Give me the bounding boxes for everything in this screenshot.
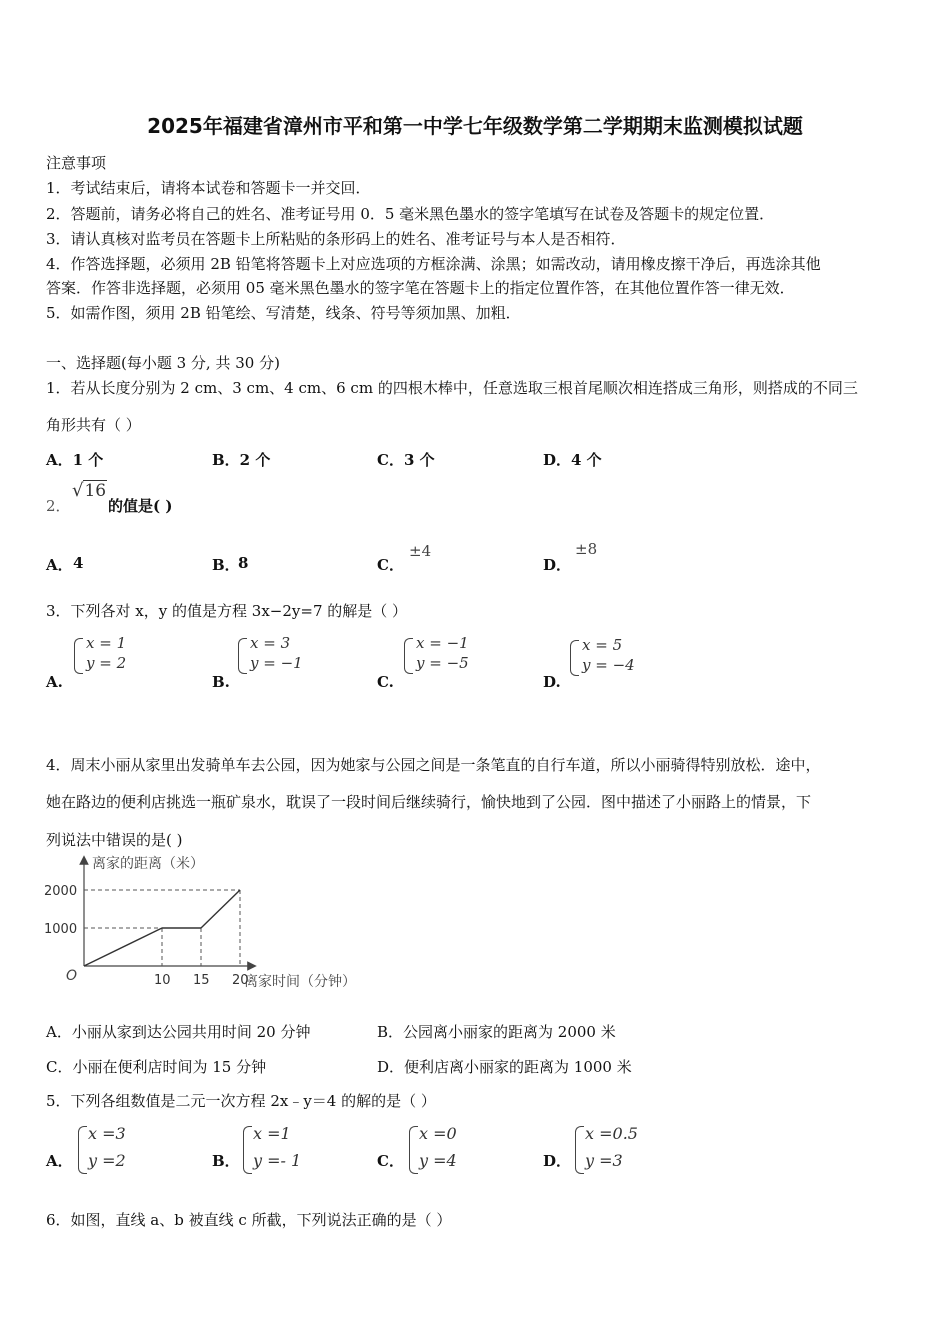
q1-option-b[interactable]: B．2 个 [212,451,271,469]
q3-option-c-label[interactable]: C. [377,673,394,691]
q5-option-b-label[interactable]: B． [212,1152,240,1170]
q2-option-a-value: 4 [73,554,84,572]
x-tick-label: 15 [193,973,210,988]
question-4-stem-cont: 列说法中错误的是( ) [46,831,183,849]
q1-option-c[interactable]: C．3 个 [377,451,435,469]
y-tick-label: 1000 [44,922,78,937]
question-6-stem: 6．如图，直线 a、b 被直线 c 所截，下列说法正确的是（ ） [46,1211,452,1229]
origin-label: O [66,968,78,984]
notice-item: 4．作答选择题，必须用 2B 铅笔将答题卡上对应选项的方框涂满、涂黑；如需改动，请用橡皮擦干净后，再选涂其他 [46,255,821,273]
q5-option-c-system: x =0 y =4 [407,1124,497,1176]
q4-option-d[interactable]: D．便利店离小丽家的距离为 1000 米 [377,1058,632,1076]
x-axis-label: 离家时间（分钟） [244,974,356,990]
q2-option-a-label[interactable]: A． [46,556,73,574]
q2-option-b-value: 8 [238,554,249,572]
question-2-stem: 的值是( ) [108,497,173,515]
q3-option-d-system: x = 5 y = −4 [568,636,648,680]
q1-option-d[interactable]: D．4 个 [543,451,602,469]
q2-option-c-label[interactable]: C． [377,556,404,574]
notice-item: 答案．作答非选择题，必须用 05 毫米黑色墨水的签字笔在答题卡上的指定位置作答，在其他位置作答一律无效． [46,279,795,297]
question-1-stem-cont: 角形共有（ ） [46,416,141,434]
series-segment [201,890,240,928]
q4-option-c[interactable]: C．小丽在便利店时间为 15 分钟 [46,1058,267,1076]
notice-item: 5．如需作图，须用 2B 铅笔绘、写清楚，线条、符号等须加黑、加粗． [46,304,521,322]
q3-option-b-system: x = 3 y = −1 [236,634,316,678]
notice-heading: 注意事项 [46,154,107,172]
q2-option-c-value: ±4 [409,542,432,560]
question-1-stem: 1．若从长度分别为 2 cm、3 cm、4 cm、6 cm 的四根木棒中，任意选取三根首尾顺次相连搭成三角形，则搭成的不同三 [46,379,858,397]
q5-option-a-system: x =3 y =2 [76,1124,166,1176]
q3-option-d-label[interactable]: D. [543,673,561,691]
sqrt-16: √16 [72,480,107,501]
question-5-stem: 5．下列各组数值是二元一次方程 2x﹣y＝4 的解的是（ ） [46,1092,436,1110]
q2-option-d-value: ±8 [575,540,598,558]
q2-option-d-label[interactable]: D． [543,556,572,574]
q1-option-a[interactable]: A．1 个 [46,451,104,469]
question-3-stem: 3．下列各对 x，y 的值是方程 3x−2y=7 的解是（ ） [46,602,408,620]
q5-option-a-label[interactable]: A． [46,1152,73,1170]
question-4-stem-cont: 她在路边的便利店挑选一瓶矿泉水，耽误了一段时间后继续骑行，愉快地到了公园．图中描述了小丽路上的情景，下 [46,793,812,811]
question-2-number: 2． [46,497,71,515]
q4-option-a[interactable]: A．小丽从家到达公园共用时间 20 分钟 [46,1023,311,1041]
q3-option-c-system: x = −1 y = −5 [402,634,482,678]
q5-option-d-label[interactable]: D． [543,1152,572,1170]
y-tick-label: 2000 [44,884,78,899]
q3-option-b-label[interactable]: B. [212,673,230,691]
q3-option-a-label[interactable]: A. [46,673,63,691]
q2-option-b-label[interactable]: B． [212,556,240,574]
notice-item: 3．请认真核对监考员在答题卡上所粘贴的条形码上的姓名、准考证号与本人是否相符． [46,230,626,248]
q5-option-b-system: x =1 y =- 1 [241,1124,331,1176]
series-segment [84,928,162,966]
notice-item: 1．考试结束后，请将本试卷和答题卡一并交回． [46,179,371,197]
distance-time-chart [40,852,390,997]
q5-option-c-label[interactable]: C． [377,1152,404,1170]
q4-option-b[interactable]: B．公园离小丽家的距离为 2000 米 [377,1023,616,1041]
y-axis-label: 离家的距离（米） [92,856,204,872]
question-4-stem: 4．周末小丽从家里出发骑单车去公园，因为她家与公园之间是一条笔直的自行车道，所以小丽骑得特别放松．途中， [46,756,821,774]
page-title: 2025年福建省漳州市平和第一中学七年级数学第二学期期末监测模拟试题 [147,114,803,138]
notice-item: 2．答题前，请务必将自己的姓名、准考证号用 0．5 毫米黑色墨水的签字笔填写在试卷及答题卡的规定位置． [46,205,775,223]
section-heading: 一、选择题(每小题 3 分, 共 30 分) [46,354,280,372]
q3-option-a-system: x = 1 y = 2 [72,634,152,678]
x-tick-label: 20 [232,973,249,988]
q5-option-d-system: x =0.5 y =3 [573,1124,673,1176]
x-tick-label: 10 [154,973,171,988]
